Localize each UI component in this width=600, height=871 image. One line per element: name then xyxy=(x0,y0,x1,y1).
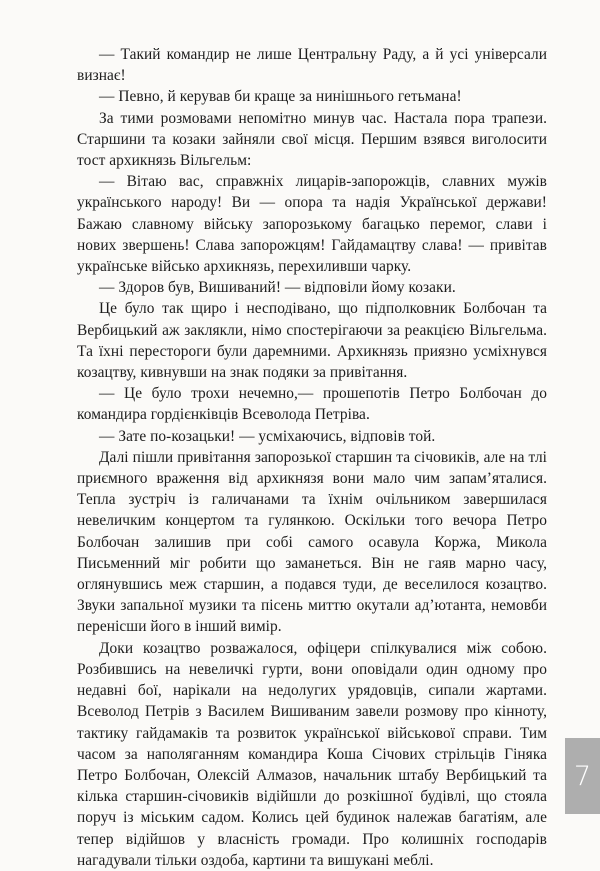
paragraph: Це було так щиро і несподівано, що підполковник Болбочан та Вербицький аж заклякли, німо спостерігаючи за реакцією Вільгельма. Та їхні перестороги були даремними. Архикнязь приязно усміхнувся козацтву, кивнувши на знак подяки за привітання. xyxy=(77,300,547,382)
paragraph: — Здоров був, Вишиваний! — відповіли йому козаки. xyxy=(99,279,456,297)
page-number: 7 xyxy=(565,738,600,814)
paragraph: Далі пішли привітання запорозької старшин та січовиків, але на тлі приємного враження від архикнязя вони мало чим запам’яталися. Тепла зустріч із галичанами та їхнім очільником завершилася невеличким концертом та гулянкою. Оскільки того вечора Петро Болбочан залишив при собі самого осавула Коржа, Микола Письменний міг робити що заманеться. Він не гаяв марно часу, оглянувшись меж старшин, а подався туди, де веселилося козацтво. Звуки запальної музики та пісень миттю окутали ад’ютанта, немовби перенісши його в інший вимір. xyxy=(77,448,547,636)
paragraph: — Вітаю вас, справжніх лицарів-запорожців, славних мужів українського народу! Ви — опора та надія Української держави! Бажаю славному війську запорозькому багацько перемог, слави і нових звершень! Слава запорожцям! Гайдамацтву слава! — привітав українське військо архикнязь, перехиливши чарку. xyxy=(77,173,547,276)
paragraph: За тими розмовами непомітно минув час. Настала пора трапези. Старшини та козаки зайняли свої місця. Першим взявся виголосити тост архикнязь Вільгельм: xyxy=(77,109,547,170)
paragraph: Доки козацтво розважалося, офіцери спілкувалися між собою. Розбившись на невеличкі гурти, вони оповідали один одному про недавні бої, нарікали на недолугих урядовців, сипали жартами. Всеволод Петрів з Василем Вишиваним завели розмову про кінноту, тактику гайдамаків та розвиток української військової справи. Тим часом за наполяганням командира Коша Січових стрільців Гіняка Петро Болбочан, Олексій Алмазов, начальник штабу Вербицький та кілька старшин-січовиків відійшли до розкішної будівлі, що стояла поруч із міським садом. Колись цей будинок належав багатіям, але тепер відійшов у власність громади. Про колишніх господарів нагадували тільки оздоба, картини та вишукані меблі. xyxy=(77,639,547,869)
paragraph: — Такий командир не лише Центральну Раду, а й усі універсали визнає! xyxy=(77,46,547,85)
paragraph: — Це було трохи нечемно,— прошепотів Петро Болбочан до командира гордієнківців Всеволода Петріва. xyxy=(77,385,547,424)
page-body xyxy=(77,44,547,871)
paragraph: — Певно, й керував би краще за нинішнього гетьмана! xyxy=(99,88,462,106)
paragraph: — Зате по-козацьки! — усміхаючись, відповів той. xyxy=(99,427,436,445)
